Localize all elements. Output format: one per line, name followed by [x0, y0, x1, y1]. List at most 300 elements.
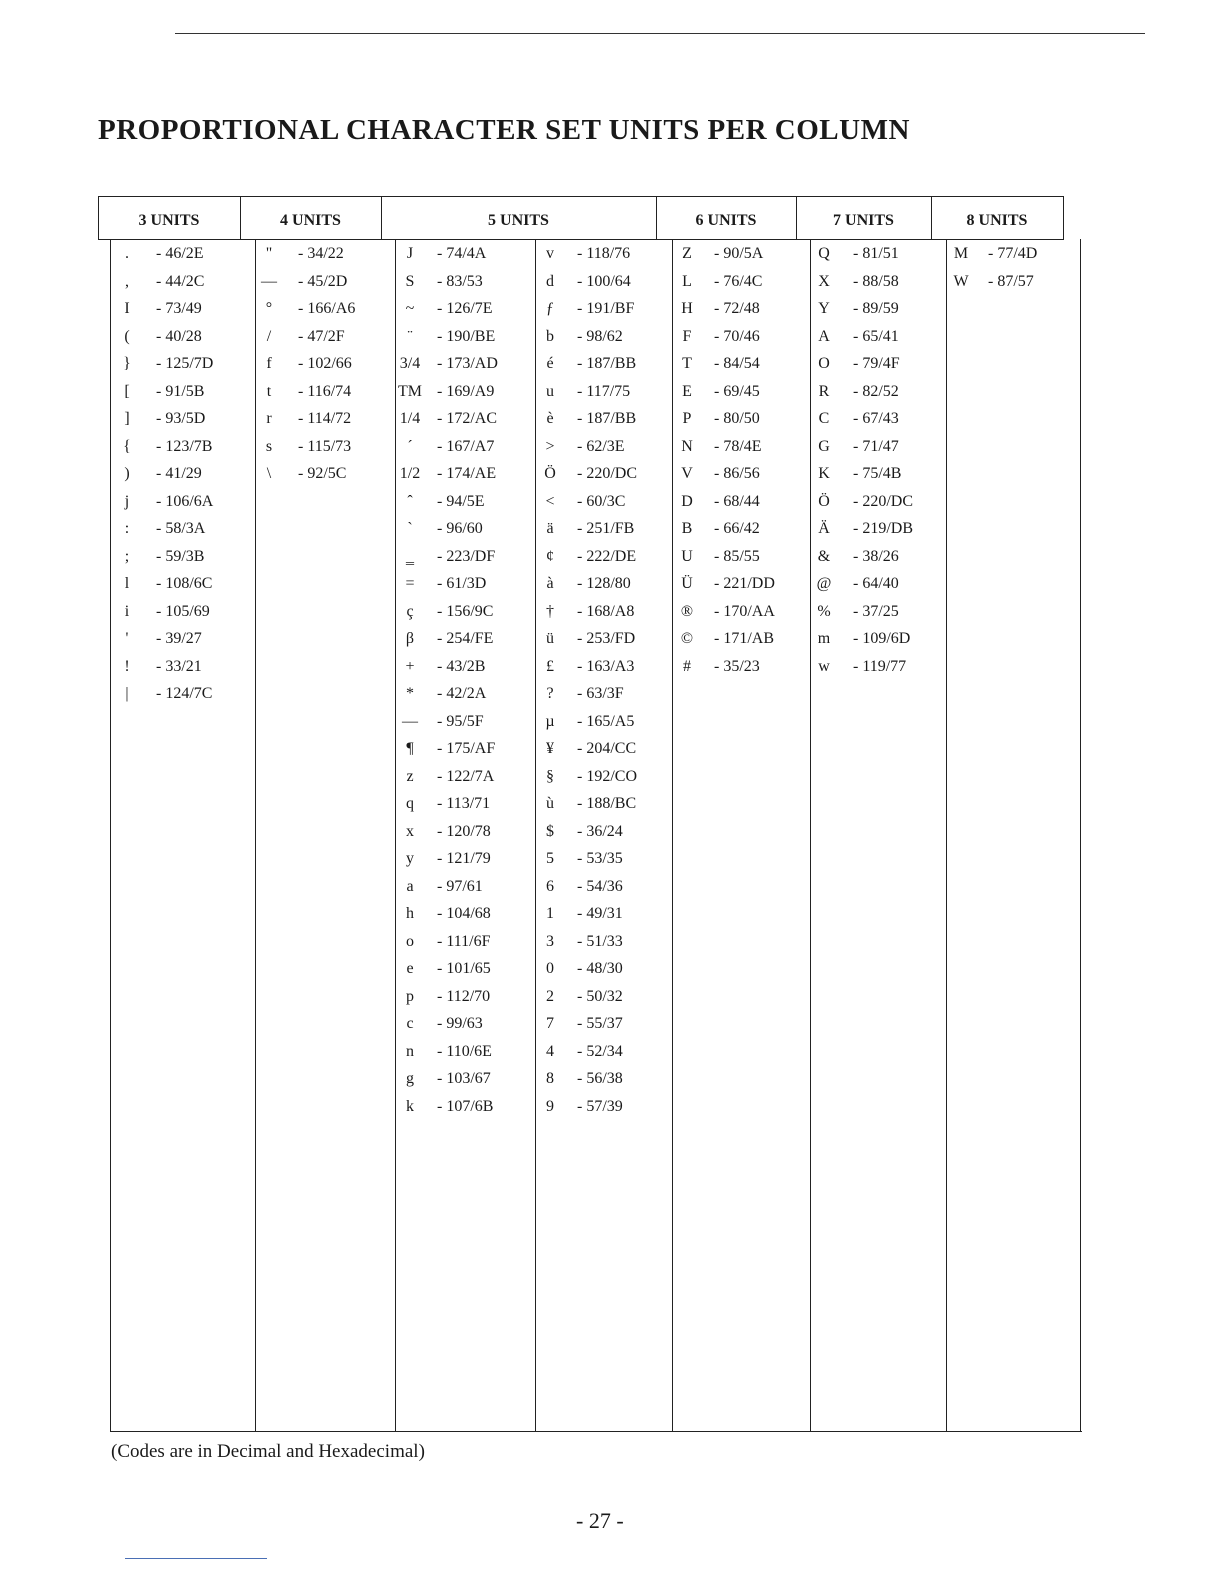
character-symbol: l: [124, 575, 130, 592]
table-entry: [535, 383, 672, 411]
table-entry: [672, 658, 810, 686]
character-code: - 41/29: [156, 465, 202, 482]
table-entry: [535, 493, 672, 521]
character-symbol: W: [953, 272, 969, 290]
table-entry: [809, 658, 945, 686]
character-code: - 91/5B: [156, 382, 205, 400]
character-units-table: [98, 196, 1082, 1432]
character-symbol: 1/4: [399, 410, 421, 427]
table-entry: [535, 905, 672, 933]
table-entry: [395, 493, 535, 521]
character-symbol: a: [406, 877, 414, 895]
character-symbol: g: [406, 1070, 414, 1087]
table-entry: [535, 658, 672, 686]
table-entry: [809, 575, 945, 603]
character-symbol: Z: [682, 245, 692, 262]
character-symbol: \: [266, 465, 272, 482]
character-code: - 170/AA: [714, 602, 775, 620]
character-symbol: y: [406, 850, 414, 867]
character-code: - 61/3D: [437, 575, 487, 592]
column-separator: [946, 239, 947, 1432]
character-code: - 34/22: [298, 245, 344, 262]
table-entry: [809, 245, 945, 273]
character-code: - 43/2B: [437, 657, 486, 675]
table-entry: [535, 465, 672, 493]
character-code: - 187/BB: [577, 355, 637, 372]
table-entry: [395, 273, 535, 301]
character-symbol: r: [266, 410, 272, 427]
character-symbol: 8: [546, 1070, 554, 1087]
character-code: - 166/A6: [298, 300, 356, 317]
character-code: - 93/5D: [156, 410, 206, 427]
character-code: - 169/A9: [437, 382, 495, 400]
character-code: - 172/AC: [437, 410, 497, 427]
character-symbol: N: [681, 437, 693, 455]
character-code: - 109/6D: [853, 630, 911, 647]
character-code: - 165/A5: [577, 712, 635, 730]
character-symbol: J: [406, 245, 414, 262]
table-entry: [395, 795, 535, 823]
column-5-units-left: [395, 245, 535, 1125]
table-entry: [112, 273, 252, 301]
table-entry: [672, 245, 810, 273]
character-symbol: m: [817, 630, 831, 647]
character-symbol: P: [682, 410, 692, 427]
character-symbol: ": [265, 245, 273, 262]
table-entry: [395, 300, 535, 328]
column-separator: [110, 239, 111, 1432]
character-symbol: {: [123, 437, 131, 455]
table-entry: [672, 630, 810, 658]
character-code: - 220/DC: [577, 465, 637, 482]
character-code: - 48/30: [577, 960, 623, 977]
character-symbol: °: [265, 300, 273, 317]
column-6-units: [672, 245, 810, 685]
character-symbol: M: [953, 245, 969, 262]
table-entry: [809, 410, 945, 438]
character-code: - 122/7A: [437, 767, 495, 785]
table-entry: [395, 740, 535, 768]
character-symbol: £: [546, 657, 554, 675]
character-symbol: w: [818, 657, 830, 675]
character-code: - 42/2A: [437, 685, 487, 702]
character-code: - 188/BC: [577, 795, 637, 812]
character-symbol: T: [682, 355, 692, 372]
table-entry: [254, 300, 394, 328]
table-entry: [535, 960, 672, 988]
character-code: - 59/3B: [156, 547, 205, 565]
character-symbol: h: [406, 905, 414, 922]
table-entry: [112, 300, 252, 328]
table-entry: [535, 1015, 672, 1043]
character-symbol: >: [545, 437, 555, 455]
character-symbol: ': [125, 630, 129, 647]
table-entry: [672, 410, 810, 438]
character-symbol: f: [266, 355, 272, 372]
character-code: - 49/31: [577, 905, 623, 922]
table-entry: [112, 493, 252, 521]
character-symbol: ¥: [546, 740, 554, 757]
table-entry: [112, 520, 252, 548]
column-3-units: [112, 245, 252, 713]
character-code: - 56/38: [577, 1070, 623, 1087]
character-code: - 86/56: [714, 465, 760, 482]
table-entry: [254, 245, 394, 273]
character-symbol: 7: [546, 1015, 554, 1032]
character-code: - 75/4B: [853, 465, 902, 482]
character-code: - 173/AD: [437, 355, 498, 372]
character-code: - 53/35: [577, 850, 623, 867]
character-symbol: p: [406, 987, 414, 1005]
character-symbol: é: [546, 355, 554, 372]
table-entry: [672, 438, 810, 466]
table-entry: [395, 575, 535, 603]
character-symbol: ¨: [407, 327, 413, 345]
table-entry: [535, 1043, 672, 1071]
character-code: - 94/5E: [437, 492, 485, 510]
character-code: - 99/63: [437, 1015, 483, 1032]
character-code: - 119/77: [853, 657, 907, 675]
character-symbol: 6: [546, 877, 554, 895]
character-code: - 85/55: [714, 547, 760, 565]
table-entry: [809, 520, 945, 548]
character-symbol: ¶: [406, 740, 414, 757]
table-entry: [395, 603, 535, 631]
character-symbol: H: [681, 300, 693, 317]
character-code: - 102/66: [298, 355, 352, 372]
character-code: - 219/DB: [853, 520, 913, 537]
character-symbol: j: [124, 492, 130, 510]
character-code: - 73/49: [156, 300, 202, 317]
character-symbol: s: [265, 437, 273, 455]
table-entry: [395, 383, 535, 411]
table-entry: [809, 603, 945, 631]
character-code: - 112/70: [437, 987, 491, 1005]
character-code: - 253/FD: [577, 630, 636, 647]
character-code: - 100/64: [577, 272, 631, 290]
character-symbol: Ä: [818, 520, 830, 537]
character-code: - 40/28: [156, 327, 202, 345]
table-entry: [112, 465, 252, 493]
character-symbol: 4: [546, 1042, 554, 1060]
table-entry: [395, 685, 535, 713]
table-entry: [672, 328, 810, 356]
table-entry: [809, 355, 945, 383]
character-symbol: `: [407, 520, 413, 537]
header-8-units: 8 UNITS: [966, 212, 1028, 229]
character-code: - 69/45: [714, 382, 760, 400]
table-entry: [254, 273, 394, 301]
table-entry: [254, 410, 394, 438]
table-entry: [254, 383, 394, 411]
character-code: - 221/DD: [714, 575, 775, 592]
table-entry: [809, 438, 945, 466]
character-code: - 120/78: [437, 822, 491, 840]
character-symbol: L: [682, 272, 692, 290]
character-symbol: q: [406, 795, 414, 812]
character-symbol: ä: [546, 520, 554, 537]
character-code: - 35/23: [714, 657, 760, 675]
character-symbol: o: [406, 932, 414, 950]
character-code: - 163/A3: [577, 657, 635, 675]
table-entry: [254, 438, 394, 466]
table-entry: [395, 960, 535, 988]
character-symbol: Ü: [681, 575, 693, 592]
table-entry: [254, 355, 394, 383]
character-symbol: ?: [546, 685, 554, 702]
character-symbol: c: [406, 1015, 414, 1032]
character-code: - 50/32: [577, 987, 623, 1005]
character-code: - 254/FE: [437, 630, 494, 647]
character-code: - 220/DC: [853, 492, 913, 510]
table-entry: [809, 273, 945, 301]
header-4-units: 4 UNITS: [280, 212, 341, 229]
table-entry: [112, 603, 252, 631]
character-code: - 57/39: [577, 1097, 623, 1115]
character-code: - 110/6E: [437, 1042, 492, 1060]
character-symbol: $: [546, 822, 554, 840]
character-symbol: ü: [546, 630, 554, 647]
table-entry: [672, 465, 810, 493]
character-symbol: —: [402, 712, 418, 730]
character-code: - 156/9C: [437, 602, 494, 620]
bottom-rule: [125, 1558, 267, 1559]
character-symbol: ©: [680, 630, 694, 647]
character-code: - 114/72: [298, 410, 352, 427]
table-entry: [672, 383, 810, 411]
table-entry: [395, 1043, 535, 1071]
character-symbol: U: [681, 547, 693, 565]
character-code: - 36/24: [577, 822, 623, 840]
table-entry: [535, 438, 672, 466]
character-code: - 222/DE: [577, 547, 637, 565]
character-code: - 98/62: [577, 327, 623, 345]
table-entry: [395, 878, 535, 906]
character-code: - 67/43: [853, 410, 899, 427]
table-entry: [535, 603, 672, 631]
character-symbol: :: [124, 520, 130, 537]
table-entry: [809, 630, 945, 658]
character-code: - 121/79: [437, 850, 491, 867]
table-entry: [395, 1015, 535, 1043]
character-code: - 204/CC: [577, 740, 637, 757]
character-code: - 44/2C: [156, 272, 205, 290]
header-3-units: 3 UNITS: [138, 212, 200, 229]
character-symbol: β: [405, 630, 415, 647]
table-entry: [395, 438, 535, 466]
character-code: - 55/37: [577, 1015, 623, 1032]
table-entry: [535, 740, 672, 768]
table-entry: [112, 328, 252, 356]
character-code: - 78/4E: [714, 437, 762, 455]
character-code: - 76/4C: [714, 272, 763, 290]
character-code: - 175/AF: [437, 740, 496, 757]
table-entry: [672, 603, 810, 631]
character-symbol: ,: [125, 272, 129, 290]
table-entry: [395, 933, 535, 961]
character-code: - 79/4F: [853, 355, 900, 372]
character-code: - 92/5C: [298, 465, 347, 482]
table-entry: [535, 548, 672, 576]
table-entry: [395, 905, 535, 933]
character-code: - 106/6A: [156, 492, 214, 510]
character-code: - 113/71: [437, 795, 491, 812]
table-entry: [395, 988, 535, 1016]
character-symbol: %: [817, 602, 831, 620]
table-entry: [112, 245, 252, 273]
character-code: - 167/A7: [437, 437, 495, 455]
header-6-units: 6 UNITS: [695, 212, 757, 229]
table-entry: [395, 548, 535, 576]
character-symbol: Ö: [544, 465, 556, 482]
table-entry: [535, 355, 672, 383]
character-symbol: ®: [680, 602, 694, 620]
character-symbol: 3: [546, 932, 554, 950]
table-entry: [809, 465, 945, 493]
character-symbol: Q: [818, 245, 830, 262]
character-symbol: (: [124, 327, 130, 345]
table-entry: [395, 1070, 535, 1098]
character-code: - 72/48: [714, 300, 760, 317]
character-code: - 118/76: [577, 245, 631, 262]
table-entry: [535, 1070, 672, 1098]
table-entry: [672, 273, 810, 301]
character-code: - 117/75: [577, 382, 631, 400]
column-separator: [1080, 239, 1081, 1432]
column-8-units: [946, 245, 1080, 300]
character-code: - 37/25: [853, 602, 899, 620]
character-code: - 52/34: [577, 1042, 623, 1060]
character-code: - 251/FB: [577, 520, 635, 537]
character-symbol: =: [405, 575, 415, 592]
table-entry: [809, 300, 945, 328]
character-symbol: !: [124, 657, 130, 675]
table-entry: [395, 850, 535, 878]
table-entry: [672, 520, 810, 548]
table-entry: [395, 658, 535, 686]
character-symbol: +: [405, 657, 415, 675]
table-entry: [946, 273, 1080, 301]
character-code: - 54/36: [577, 877, 623, 895]
character-code: - 74/4A: [437, 245, 487, 262]
character-code: - 168/A8: [577, 602, 635, 620]
table-entry: [535, 1098, 672, 1126]
character-code: - 51/33: [577, 932, 623, 950]
character-code: - 95/5F: [437, 712, 484, 730]
footnote: (Codes are in Decimal and Hexadecimal): [111, 1441, 425, 1462]
table-entry: [535, 713, 672, 741]
table-entry: [254, 465, 394, 493]
character-symbol: .: [125, 245, 129, 262]
character-symbol: v: [546, 245, 554, 262]
character-symbol: Y: [818, 300, 830, 317]
table-entry: [809, 383, 945, 411]
character-symbol: /: [266, 327, 272, 345]
table-entry: [535, 823, 672, 851]
character-symbol: ¢: [546, 547, 554, 565]
character-code: - 39/27: [156, 630, 202, 647]
character-symbol: t: [266, 382, 272, 400]
character-symbol: [: [124, 382, 130, 400]
character-code: - 108/6C: [156, 575, 213, 592]
character-symbol: E: [682, 382, 692, 400]
character-symbol: 9: [546, 1097, 554, 1115]
character-symbol: b: [546, 327, 554, 345]
table-entry: [112, 355, 252, 383]
character-code: - 87/57: [988, 272, 1034, 290]
character-symbol: #: [683, 657, 691, 675]
character-code: - 191/BF: [577, 300, 635, 317]
character-symbol: ç: [406, 602, 414, 620]
table-entry: [535, 328, 672, 356]
character-symbol: |: [125, 685, 129, 702]
character-symbol: k: [406, 1097, 414, 1115]
character-symbol: e: [406, 960, 414, 977]
table-entry: [672, 300, 810, 328]
table-entry: [535, 795, 672, 823]
table-entry: [809, 493, 945, 521]
character-code: - 97/61: [437, 877, 483, 895]
character-symbol: ]: [124, 410, 130, 427]
table-entry: [395, 410, 535, 438]
character-symbol: <: [545, 492, 555, 510]
table-entry: [112, 658, 252, 686]
character-code: - 115/73: [298, 437, 352, 455]
character-symbol: A: [818, 327, 830, 345]
table-entry: [112, 438, 252, 466]
character-symbol: G: [818, 437, 830, 455]
character-code: - 64/40: [853, 575, 899, 592]
character-code: - 45/2D: [298, 272, 348, 290]
table-entry: [535, 768, 672, 796]
character-symbol: *: [406, 685, 414, 702]
character-code: - 58/3A: [156, 520, 206, 537]
character-symbol: i: [124, 602, 130, 620]
character-code: - 46/2E: [156, 245, 204, 262]
table-entry: [395, 520, 535, 548]
table-entry: [395, 713, 535, 741]
character-symbol: ù: [546, 795, 554, 812]
table-entry: [535, 300, 672, 328]
table-entry: [809, 328, 945, 356]
character-code: - 107/6B: [437, 1097, 494, 1115]
character-code: - 71/47: [853, 437, 899, 455]
character-symbol: d: [546, 272, 554, 290]
table-entry: [395, 630, 535, 658]
character-code: - 96/60: [437, 520, 483, 537]
character-code: - 81/51: [853, 245, 899, 262]
character-symbol: R: [818, 382, 830, 400]
table-entry: [535, 273, 672, 301]
character-symbol: è: [546, 410, 554, 427]
character-code: - 65/41: [853, 327, 899, 345]
character-symbol: —: [261, 272, 277, 290]
character-code: - 124/7C: [156, 685, 213, 702]
page-title: PROPORTIONAL CHARACTER SET UNITS PER COLUMN: [98, 114, 910, 146]
table-entry: [672, 548, 810, 576]
character-code: - 68/44: [714, 492, 760, 510]
character-symbol: 1: [546, 905, 554, 922]
table-entry: [946, 245, 1080, 273]
character-code: - 103/67: [437, 1070, 491, 1087]
character-symbol: x: [406, 822, 414, 840]
character-symbol: 2: [546, 987, 554, 1005]
character-code: - 128/80: [577, 575, 631, 592]
character-code: - 101/65: [437, 960, 491, 977]
character-symbol: ´: [407, 437, 413, 455]
character-symbol: }: [123, 355, 131, 372]
character-code: - 47/2F: [298, 327, 345, 345]
